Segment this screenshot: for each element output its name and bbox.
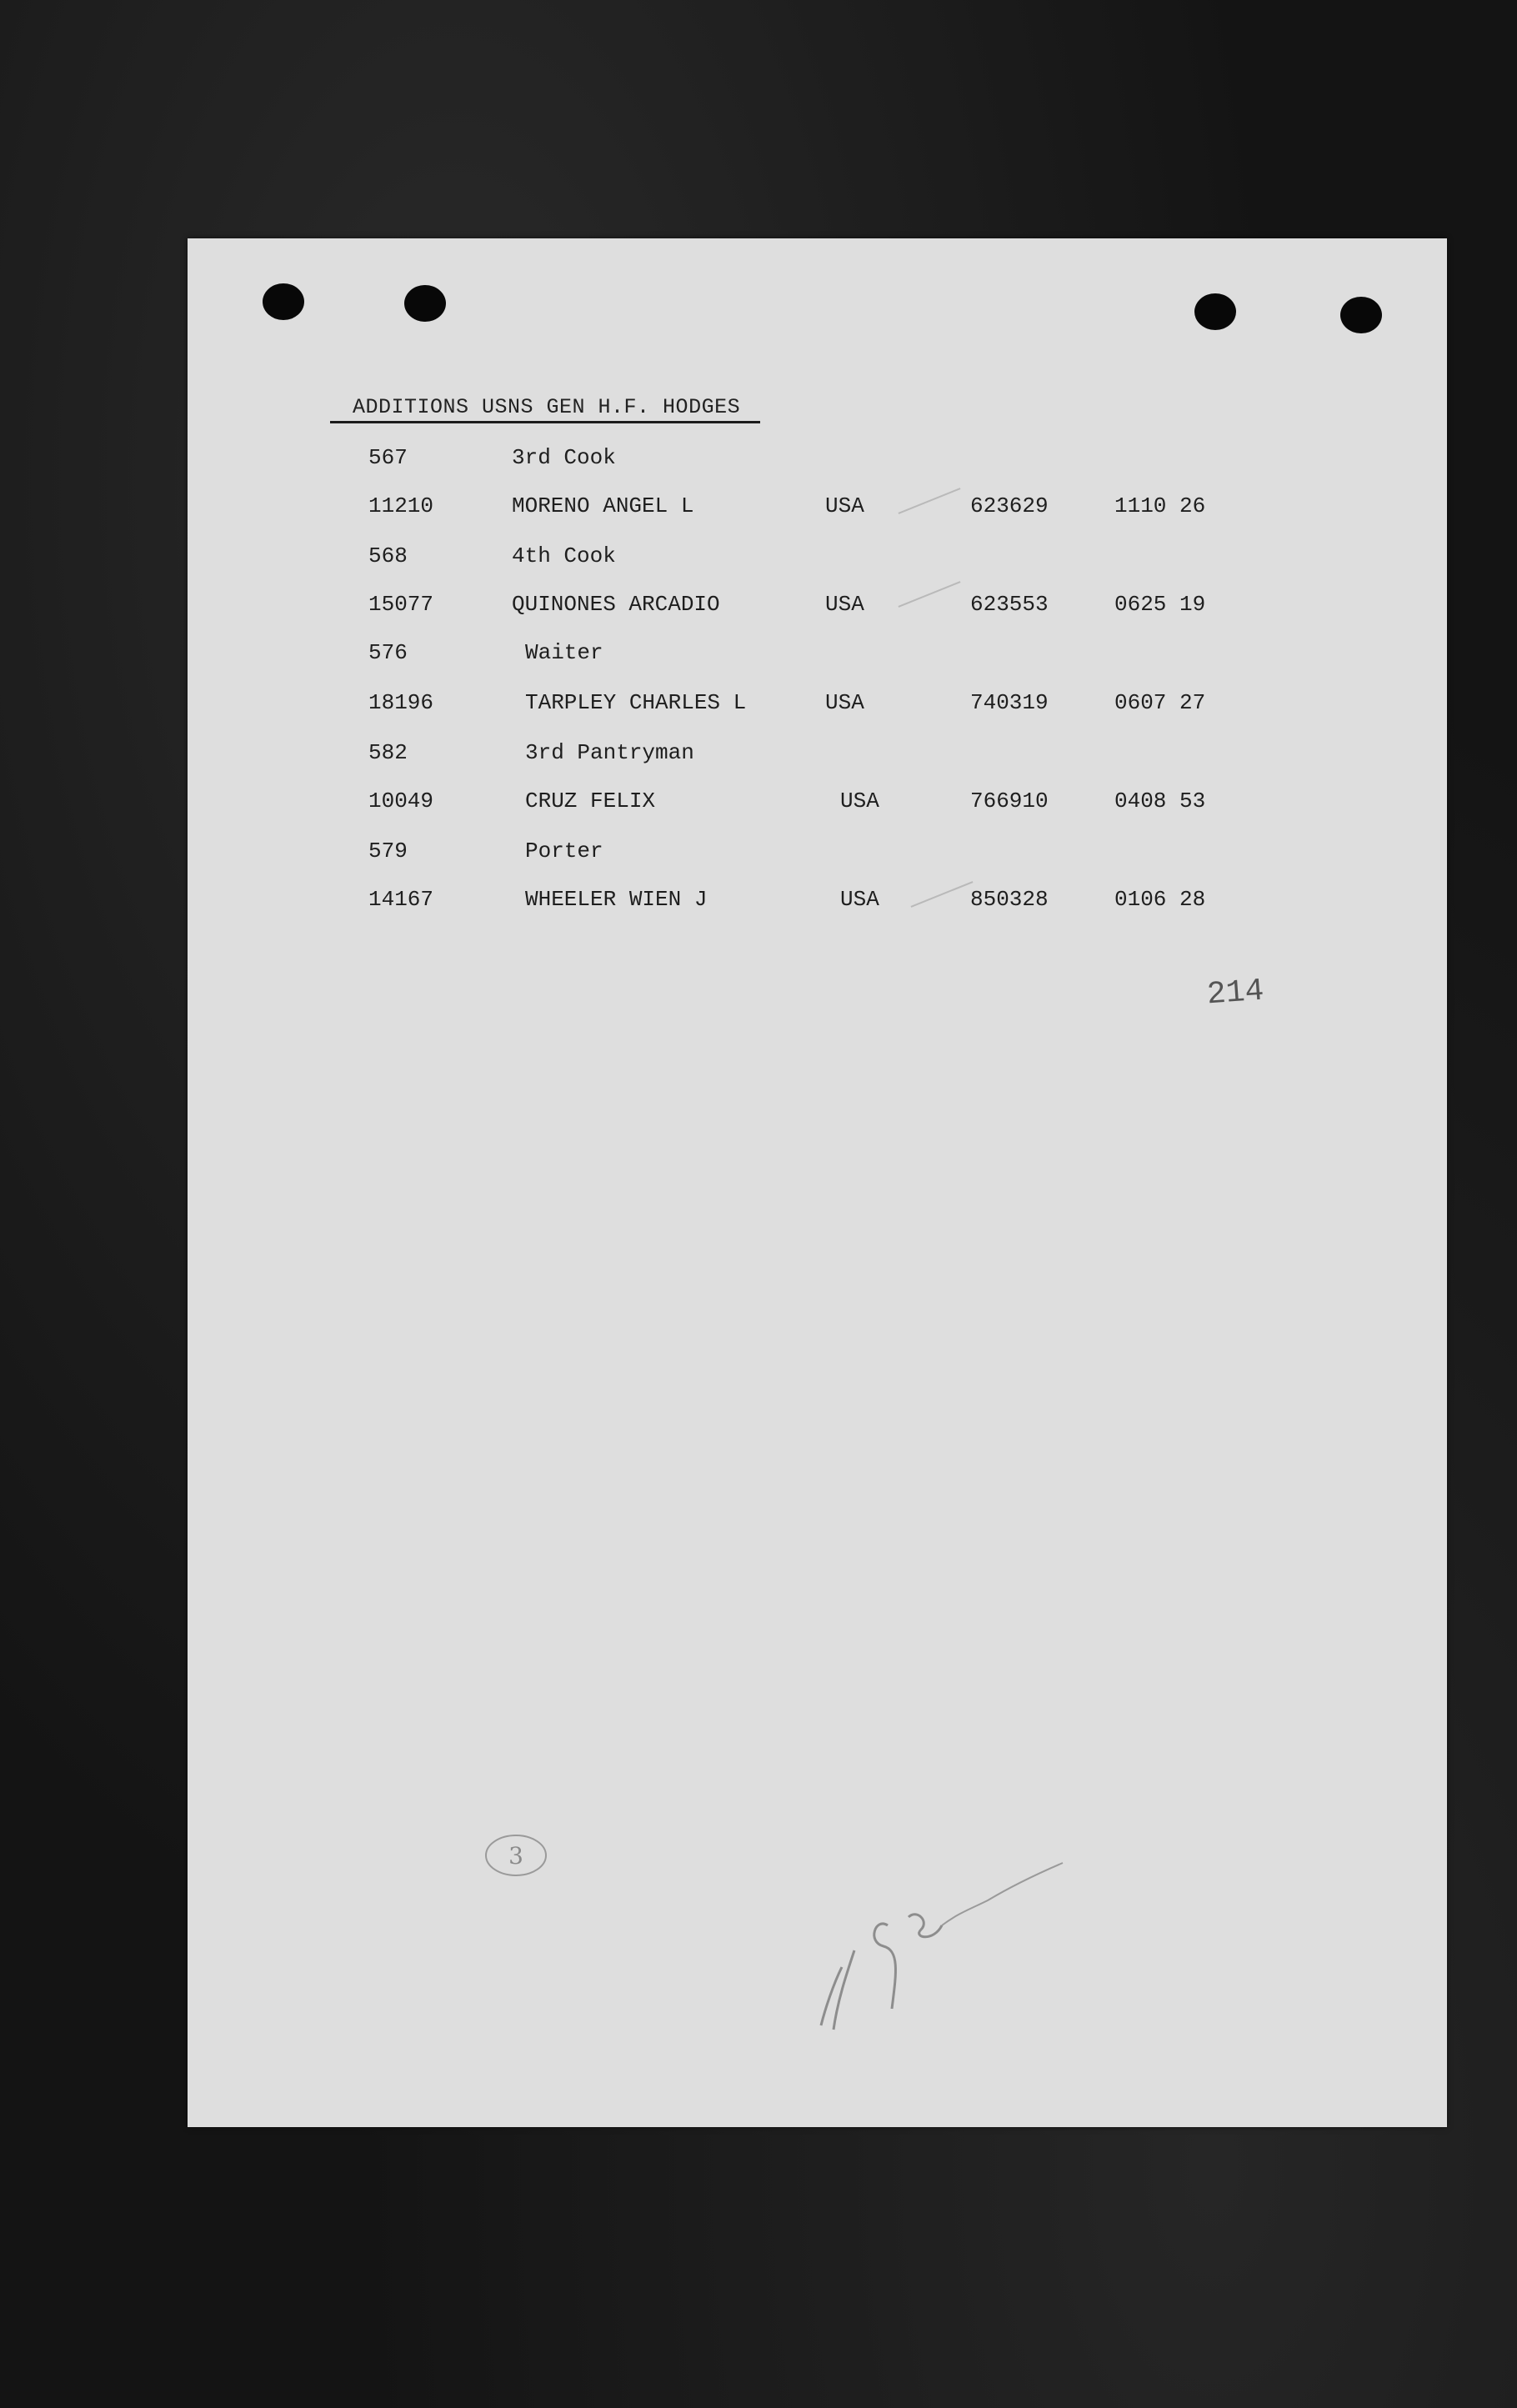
crew-number: 11210 — [368, 493, 434, 518]
crew-citizenship: USA — [840, 788, 879, 814]
crew-id: 850328 — [970, 887, 1049, 912]
crew-date: 0625 19 — [1114, 592, 1206, 617]
crew-name: QUINONES ARCADIO — [512, 592, 720, 617]
position-row — [0, 640, 1517, 673]
crew-id: 766910 — [970, 788, 1049, 814]
crew-number: 14167 — [368, 887, 434, 912]
position-title: 4th Cook — [512, 543, 616, 568]
signature-mark — [809, 1817, 1075, 2034]
position-row — [0, 839, 1517, 872]
crew-citizenship: USA — [825, 493, 864, 518]
crew-id: 740319 — [970, 690, 1049, 715]
circled-mark — [483, 1832, 548, 1879]
crew-number: 15077 — [368, 592, 434, 617]
crew-date: 0106 28 — [1114, 887, 1206, 912]
position-number: 576 — [368, 640, 408, 665]
crew-id: 623629 — [970, 493, 1049, 518]
position-title: 3rd Pantryman — [525, 740, 694, 765]
crew-row — [0, 788, 1517, 822]
circled-mark-text: 3 — [508, 1842, 523, 1870]
crew-name: CRUZ FELIX — [525, 788, 656, 814]
punch-hole-3 — [1194, 293, 1236, 330]
position-row — [0, 543, 1517, 577]
crew-name: MORENO ANGEL L — [512, 493, 694, 518]
position-number: 579 — [368, 839, 408, 864]
crew-date: 0607 27 — [1114, 690, 1206, 715]
crew-name: TARPLEY CHARLES L — [525, 690, 747, 715]
position-title: Porter — [525, 839, 603, 864]
crew-date: 1110 26 — [1114, 493, 1206, 518]
position-number: 568 — [368, 543, 408, 568]
crew-row — [0, 887, 1517, 920]
position-row — [0, 740, 1517, 773]
crew-row — [0, 493, 1517, 527]
crew-number: 18196 — [368, 690, 434, 715]
position-title: Waiter — [525, 640, 603, 665]
position-row — [0, 445, 1517, 478]
punch-hole-2 — [404, 285, 446, 322]
crew-citizenship: USA — [825, 592, 864, 617]
crew-name: WHEELER WIEN J — [525, 887, 708, 912]
crew-row — [0, 690, 1517, 723]
position-title: 3rd Cook — [512, 445, 616, 470]
heading-underline — [330, 421, 760, 423]
crew-citizenship: USA — [840, 887, 879, 912]
position-number: 567 — [368, 445, 408, 470]
crew-date: 0408 53 — [1114, 788, 1206, 814]
crew-number: 10049 — [368, 788, 434, 814]
crew-id: 623553 — [970, 592, 1049, 617]
punch-hole-4 — [1340, 297, 1382, 333]
crew-citizenship: USA — [825, 690, 864, 715]
handwritten-page-number: 214 — [1205, 973, 1265, 1014]
punch-hole-1 — [263, 283, 304, 320]
position-number: 582 — [368, 740, 408, 765]
crew-row — [0, 592, 1517, 625]
document-heading: ADDITIONS USNS GEN H.F. HODGES — [353, 395, 741, 419]
